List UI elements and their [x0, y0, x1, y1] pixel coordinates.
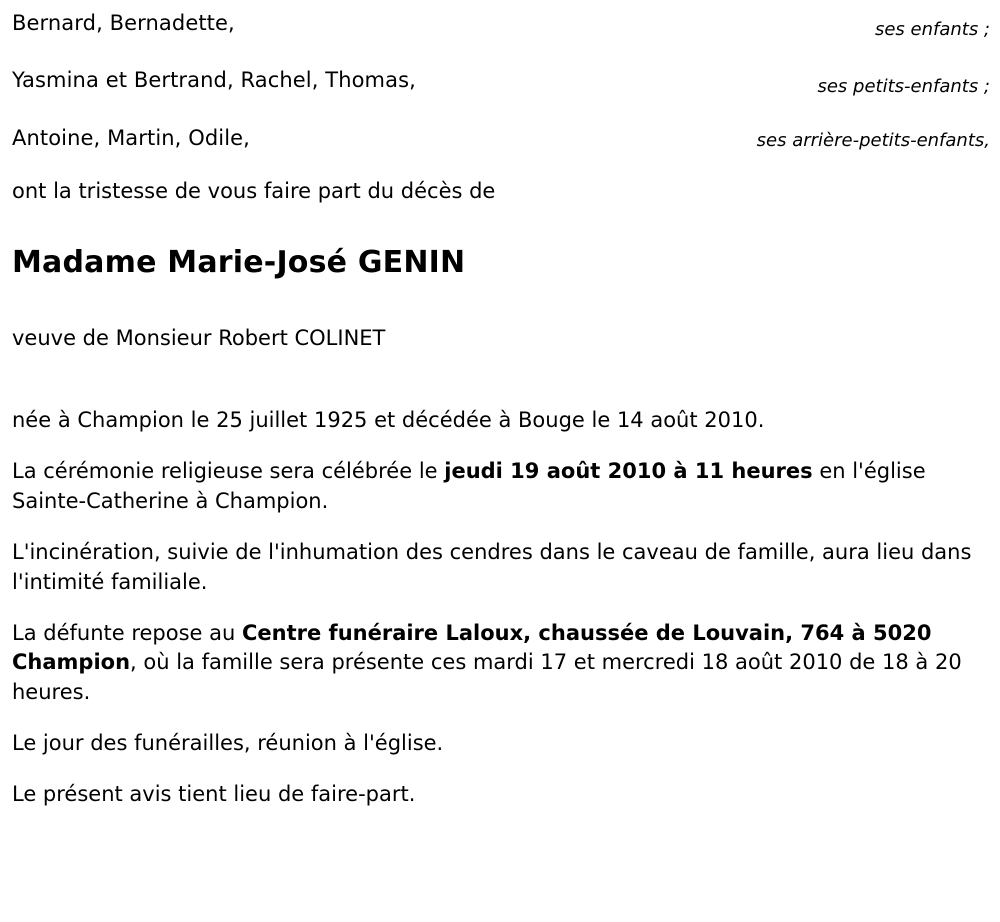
deceased-name: Madame Marie-José GENIN — [12, 245, 466, 281]
ceremony-paragraph — [12, 457, 972, 517]
spouse-line: veuve de Monsieur Robert COLINET — [12, 326, 386, 351]
notice-note-paragraph: Le présent avis tient lieu de faire-part. — [12, 781, 416, 806]
family-relation-great-grandchildren: ses arrière-petits-enfants, — [756, 129, 990, 151]
funeral-home-paragraph — [12, 619, 972, 708]
gathering-paragraph: Le jour des funérailles, réunion à l'église. — [12, 730, 444, 755]
family-row — [6, 10, 994, 41]
family-row — [6, 125, 994, 152]
family-names-children: Bernard, Bernadette, — [12, 11, 235, 35]
family-block — [6, 0, 994, 152]
cremation-paragraph: L'incinération, suivie de l'inhumation des cendres dans le caveau de famille, aura lieu dans l'intimité familiale. — [12, 539, 972, 594]
ceremony-text-after: en l'église Sainte-Catherine à Champion. — [12, 459, 926, 514]
funeral-home-text-before: La défunte repose au — [12, 620, 242, 645]
ceremony-text-before: La cérémonie religieuse sera célébrée le — [12, 459, 445, 484]
family-row — [6, 67, 994, 98]
family-relation-children: ses enfants ; — [874, 19, 990, 40]
notice-paragraphs — [6, 406, 994, 809]
family-relation-grandchildren: ses petits-enfants ; — [817, 76, 990, 98]
family-names-great-grandchildren: Antoine, Martin, Odile, — [12, 125, 250, 150]
funeral-home-address: Centre funéraire Laloux, chaussée de Louvain, 764 à 5020 Champion — [12, 620, 932, 675]
ceremony-datetime: jeudi 19 août 2010 à 11 heures — [444, 459, 813, 484]
birth-death-line: née à Champion le 25 juillet 1925 et décédée à Bouge le 14 août 2010. — [12, 408, 765, 433]
funeral-home-text-after: , où la famille sera présente ces mardi 17 et mercredi 18 août 2010 de 18 à 20 heures. — [12, 650, 962, 705]
family-names-grandchildren: Yasmina et Bertrand, Rachel, Thomas, — [12, 68, 416, 93]
announcement-intro: ont la tristesse de vous faire part du décès de — [12, 179, 496, 204]
